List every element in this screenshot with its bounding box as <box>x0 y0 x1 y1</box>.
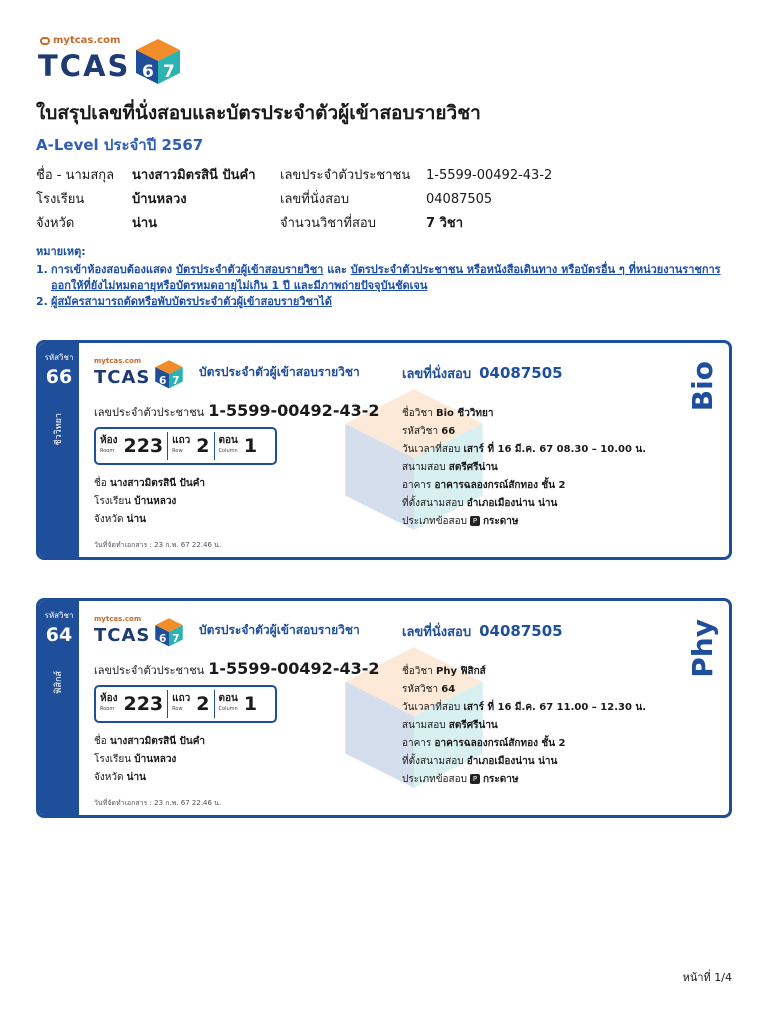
card-printed-date: วันที่จัดทำเอกสาร : 23 ก.พ. 67 22.46 น. <box>94 799 222 807</box>
card-code-label: รหัสวิชา <box>44 611 74 620</box>
card-room-box <box>94 685 277 723</box>
paper-exam-icon: P <box>470 774 480 784</box>
subjects-label: จำนวนวิชาที่สอบ <box>280 216 376 231</box>
card-seat: เลขที่นั่งสอบ 04087505 <box>402 622 563 640</box>
card-room: ห้อง Room 223 <box>100 435 164 457</box>
card-side-strip <box>39 343 79 557</box>
card-code: 66 <box>45 366 73 388</box>
natid-value: 1-5599-00492-43-2 <box>426 168 553 183</box>
name-label: ชื่อ - นามสกุล <box>36 168 115 183</box>
card-natid: เลขประจำตัวประชาชน 1-5599-00492-43-2 <box>94 401 380 420</box>
tcas-67-cube-icon <box>134 37 182 85</box>
card-person-info: ชื่อ นางสาวมิตรสินี ปันคำ โรงเรียน บ้านหลวง จังหวัด น่าน <box>94 736 206 783</box>
card-exam-info: ชื่อวิชา Bio ชีววิทยา รหัสวิชา 66 วันเวลาที่สอบ เสาร์ ที่ 16 มี.ค. 67 08.30 – 10.00 น. สนามสอบ สตรีศรีน่าน อาคาร อาคารฉลองกรณ์สักทอง ชั้น 2 ที่ตั้งสนามสอบ อำเภอเมืองน่าน น่าน ประเภทข้อสอบ P กระดาษ <box>402 408 647 527</box>
svg-text:7: 7 <box>172 374 180 387</box>
card-tcas-logo: mytcas.com TCAS 6 7 <box>94 615 186 649</box>
page-subtitle: A-Level ประจำปี 2567 <box>36 136 204 154</box>
svg-text:7: 7 <box>163 62 175 82</box>
school-value: บ้านหลวง <box>132 192 187 207</box>
info-labels-left <box>36 164 114 236</box>
card-subject-abbrev: Bio <box>686 361 719 412</box>
card-title: บัตรประจำตัวผู้เข้าสอบรายวิชา <box>199 623 360 637</box>
seat-value: 04087505 <box>426 192 493 207</box>
card-row: แถว Row 2 <box>167 690 213 718</box>
svg-text:6: 6 <box>142 62 154 82</box>
exam-card-phy <box>36 598 732 818</box>
card-natid: เลขประจำตัวประชาชน 1-5599-00492-43-2 <box>94 659 380 678</box>
tcas-logo <box>38 35 188 87</box>
card-subject-abbrev: Phy <box>686 619 719 678</box>
notes-heading: หมายเหตุ: <box>36 245 86 258</box>
note-item-2: 2. ผู้สมัครสามารถตัดหรือพับบัตรประจำตัวผู้เข้าสอบรายวิชาได้ <box>36 295 332 308</box>
card-printed-date: วันที่จัดทำเอกสาร : 23 ก.พ. 67 22.46 น. <box>94 541 222 549</box>
name-value: นางสาวมิตรสินี ปันคำ <box>132 168 256 183</box>
card-code-label: รหัสวิชา <box>44 353 74 362</box>
info-values-right <box>426 164 552 236</box>
page-number: หน้าที่ 1/4 <box>682 971 732 984</box>
page-title: ใบสรุปเลขที่นั่งสอบและบัตรประจำตัวผู้เข้าสอบรายวิชา <box>36 102 481 124</box>
card-code: 64 <box>45 624 73 646</box>
card-subject-th: ฟิสิกส์ <box>54 671 64 694</box>
card-room-box <box>94 427 277 465</box>
seat-label: เลขที่นั่งสอบ <box>280 192 350 207</box>
card-column: ตอน Column 1 <box>214 432 262 460</box>
svg-text:7: 7 <box>172 632 180 645</box>
mytcas-logo-icon <box>40 37 50 45</box>
province-label: จังหวัด <box>36 216 75 231</box>
natid-label: เลขประจำตัวประชาชน <box>280 168 411 183</box>
card-exam-info: ชื่อวิชา Phy ฟิสิกส์ รหัสวิชา 64 วันเวลาที่สอบ เสาร์ ที่ 16 มี.ค. 67 11.00 – 12.30 น. สนามสอบ สตรีศรีน่าน อาคาร อาคารฉลองกรณ์สักทอง ชั้น 2 ที่ตั้งสนามสอบ อำเภอเมืองน่าน น่าน ประเภทข้อสอบ P กระดาษ <box>402 666 647 785</box>
card-title: บัตรประจำตัวผู้เข้าสอบรายวิชา <box>199 365 360 379</box>
card-person-info: ชื่อ นางสาวมิตรสินี ปันคำ โรงเรียน บ้านหลวง จังหวัด น่าน <box>94 478 206 525</box>
card-seat: เลขที่นั่งสอบ 04087505 <box>402 364 563 382</box>
svg-text:6: 6 <box>159 632 167 645</box>
card-tcas-logo: mytcas.com TCAS 6 7 <box>94 357 186 391</box>
svg-text:6: 6 <box>159 374 167 387</box>
card-side-strip <box>39 601 79 815</box>
mytcas-brand: mytcas.com <box>40 35 120 46</box>
info-labels-right <box>280 164 410 236</box>
card-room: ห้อง Room 223 <box>100 693 164 715</box>
card-row: แถว Row 2 <box>167 432 213 460</box>
tcas-67-cube-icon <box>154 617 184 647</box>
info-values-left <box>132 164 256 236</box>
subjects-value: 7 วิชา <box>426 216 463 231</box>
exam-card-bio <box>36 340 732 560</box>
tcas-67-cube-icon <box>154 359 184 389</box>
school-label: โรงเรียน <box>36 192 85 207</box>
card-column: ตอน Column 1 <box>214 690 262 718</box>
tcas-wordmark: TCAS <box>38 49 131 83</box>
province-value: น่าน <box>132 216 158 231</box>
card-subject-th: ชีววิทยา <box>54 413 64 446</box>
paper-exam-icon: P <box>470 516 480 526</box>
note-item-1: 1. การเข้าห้องสอบต้องแสดง บัตรประจำตัวผู้เข้าสอบรายวิชา และ บัตรประจำตัวประชาชน หรือหนังสือเดินทาง หรือบัตรอื่น ๆ ที่หน่วยงานราชการออกให้ที่ยังไม่หมดอายุหรือบัตรหมดอายุไม่เกิน 1 ปี และมีภาพถ่ายปัจจุบันชัดเจน <box>36 263 721 292</box>
notes <box>36 244 736 310</box>
